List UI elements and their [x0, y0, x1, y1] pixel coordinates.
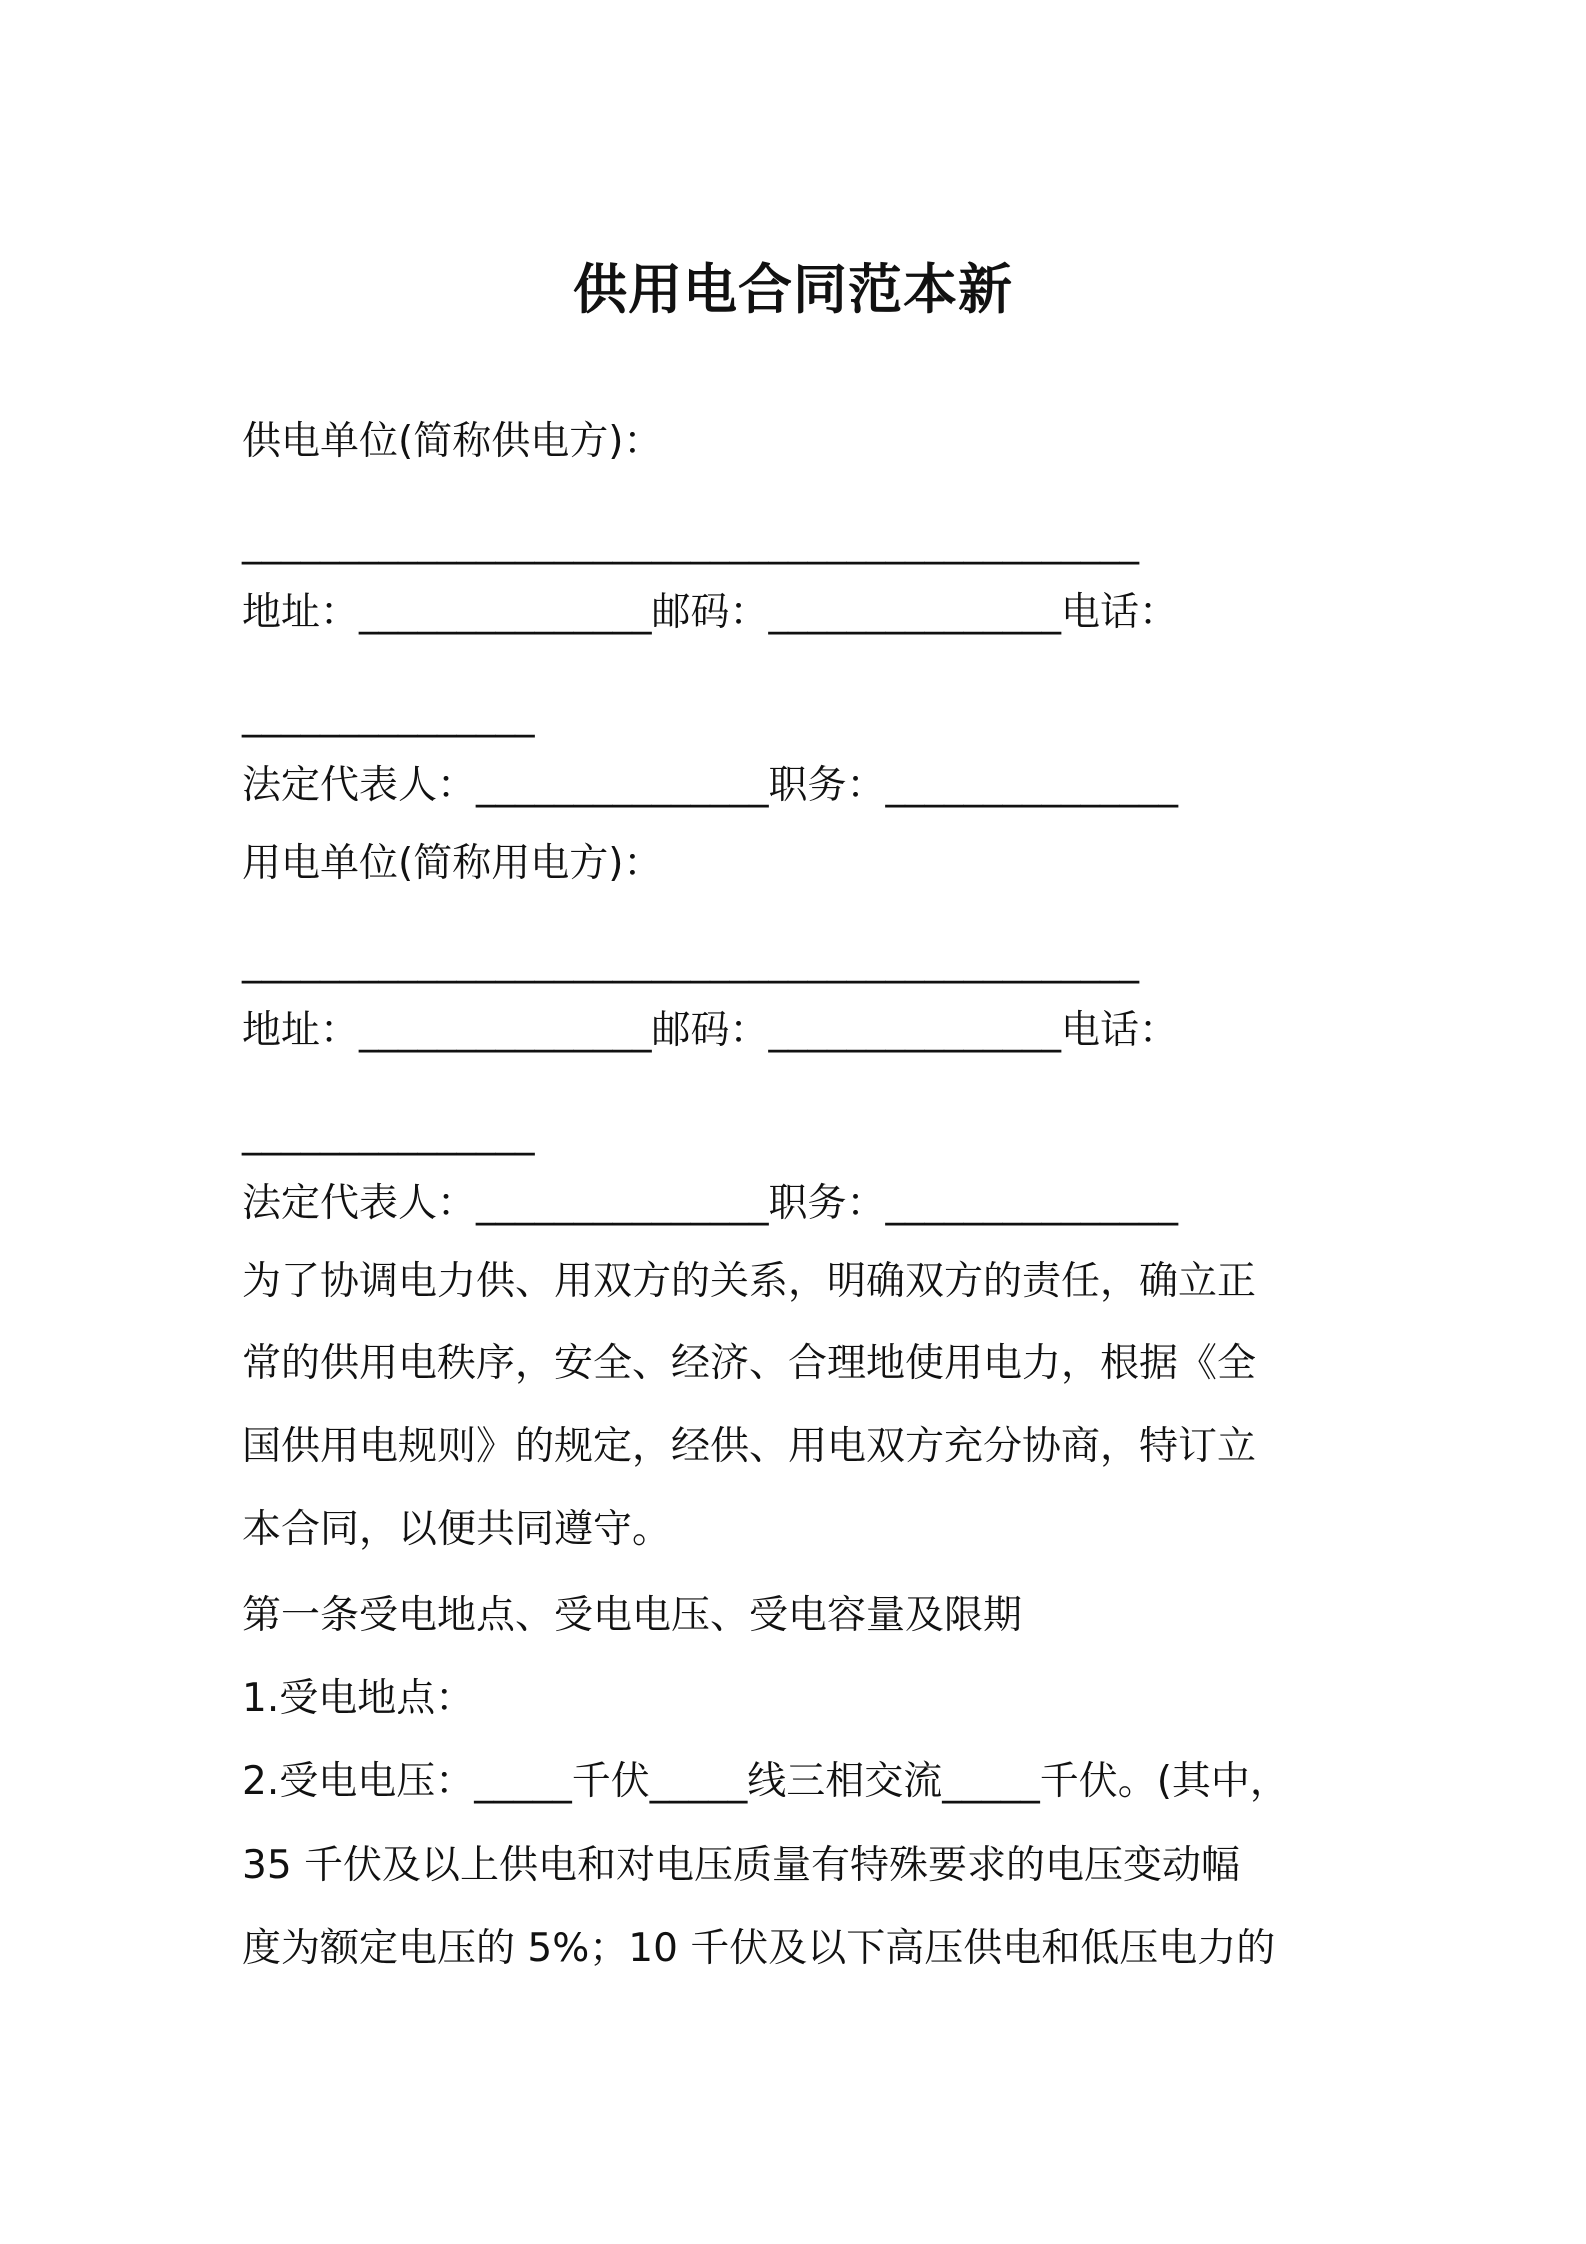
- document-title: 供用电合同范本新: [573, 258, 1013, 321]
- supplier-representative-line: 法定代表人：_______________职务：_______________: [242, 763, 1179, 808]
- consumer-unit-label: 用电单位(简称用电方)：: [242, 841, 663, 886]
- preamble-line-1: 为了协调电力供、用双方的关系，明确双方的责任，确立正: [242, 1259, 1257, 1304]
- voltage-variation-line-1: 35 千伏及以上供电和对电压质量有特殊要求的电压变动幅: [242, 1843, 1241, 1888]
- preamble-line-4: 本合同，以便共同遵守。: [242, 1507, 672, 1552]
- consumer-representative-line: 法定代表人：_______________职务：_______________: [242, 1181, 1179, 1226]
- supplier-phone-blank: _______________: [242, 693, 535, 738]
- receiving-voltage-line: 2.受电电压：_____千伏_____线三相交流_____千伏。(其中，: [242, 1759, 1289, 1804]
- article-one-heading: 第一条受电地点、受电电压、受电容量及限期: [242, 1593, 1023, 1638]
- consumer-phone-blank: _______________: [242, 1111, 535, 1156]
- preamble-line-3: 国供用电规则》的规定，经供、用电双方充分协商，特订立: [242, 1424, 1257, 1469]
- supplier-unit-label: 供电单位(简称供电方)：: [242, 419, 663, 464]
- voltage-variation-line-2: 度为额定电压的 5%；10 千伏及以下高压供电和低压电力的: [242, 1926, 1276, 1971]
- consumer-unit-blank: ______________________________________________: [242, 939, 1139, 984]
- receiving-location-line: 1.受电地点：: [242, 1676, 475, 1721]
- supplier-unit-blank: ______________________________________________: [242, 520, 1139, 565]
- preamble-line-2: 常的供用电秩序，安全、经济、合理地使用电力，根据《全: [242, 1341, 1257, 1386]
- supplier-contact-line: 地址：_______________邮码：_______________电话：: [242, 590, 1179, 635]
- consumer-contact-line: 地址：_______________邮码：_______________电话：: [242, 1008, 1179, 1053]
